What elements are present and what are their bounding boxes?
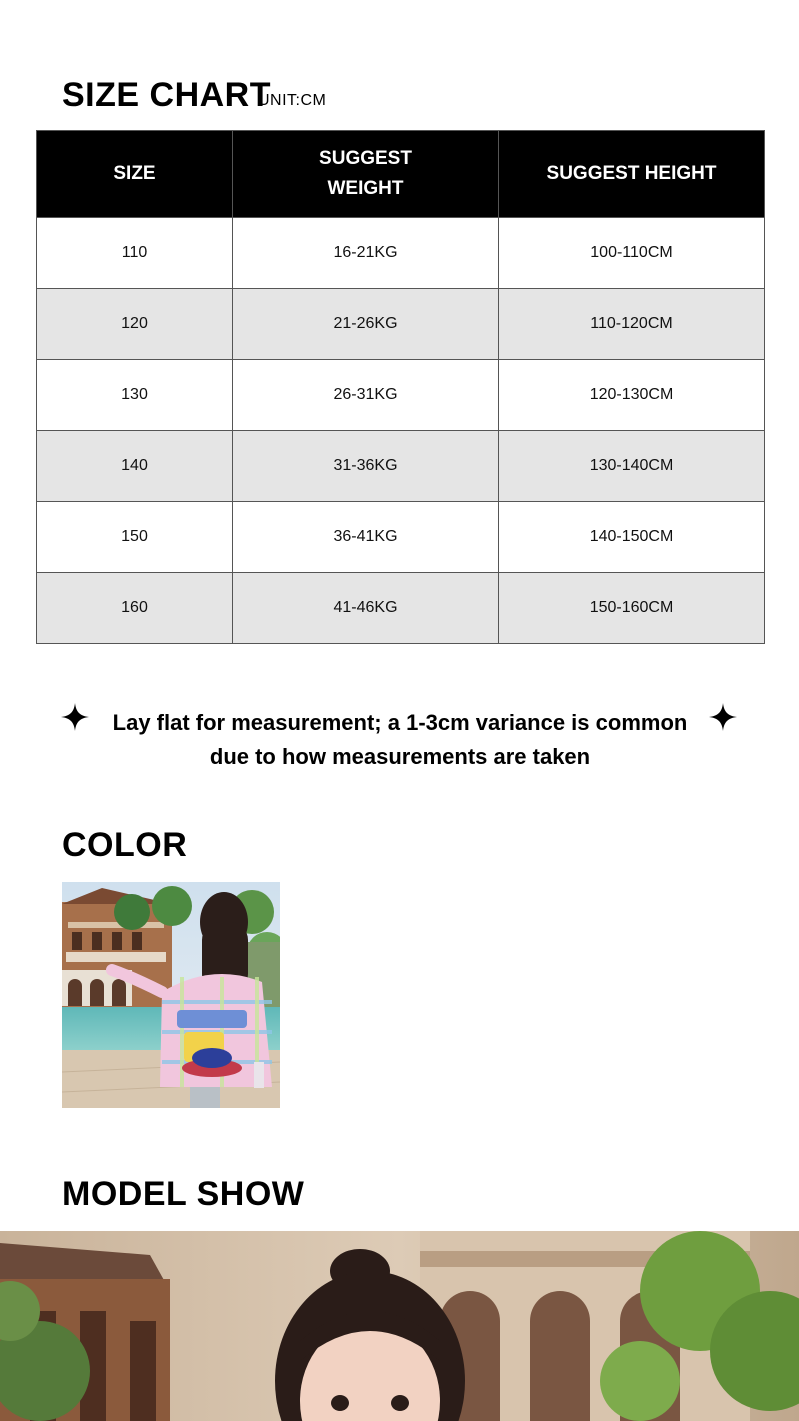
cell-weight: 31-36KG [233,431,499,502]
cell-weight: 26-31KG [233,360,499,431]
table-row [37,431,765,502]
table-row [37,218,765,289]
cell-size: 130 [37,360,233,431]
table-row [37,502,765,573]
size-chart-header-row [37,131,765,218]
cell-weight: 21-26KG [233,289,499,360]
cell-size: 140 [37,431,233,502]
cell-size: 120 [37,289,233,360]
unit-label: UNIT:CM [258,92,327,109]
model-show-title: MODEL SHOW [62,1175,305,1213]
four-point-star-icon [61,703,89,731]
cell-weight: 41-46KG [233,573,499,644]
cell-height: 140-150CM [499,502,765,573]
cell-size: 110 [37,218,233,289]
cell-height: 130-140CM [499,431,765,502]
cell-height: 100-110CM [499,218,765,289]
size-chart-table [36,130,765,644]
four-point-star-icon [709,703,737,731]
cell-height: 150-160CM [499,573,765,644]
color-section-title: COLOR [62,826,188,864]
cell-height: 110-120CM [499,289,765,360]
table-row [37,573,765,644]
model-photo [0,1231,799,1421]
color-swatch-photo[interactable] [62,882,280,1108]
cell-weight: 36-41KG [233,502,499,573]
cell-size: 150 [37,502,233,573]
cell-weight: 16-21KG [233,218,499,289]
cell-size: 160 [37,573,233,644]
table-row [37,289,765,360]
header-suggest-weight: SUGGEST WEIGHT [233,131,499,218]
header-suggest-height: SUGGEST HEIGHT [499,131,765,218]
size-chart-title: SIZE CHART [62,76,271,114]
cell-height: 120-130CM [499,360,765,431]
measurement-note: Lay flat for measurement; a 1-3cm variance is common due to how measurements are taken [112,710,688,769]
header-size: SIZE [37,131,233,218]
table-row [37,360,765,431]
